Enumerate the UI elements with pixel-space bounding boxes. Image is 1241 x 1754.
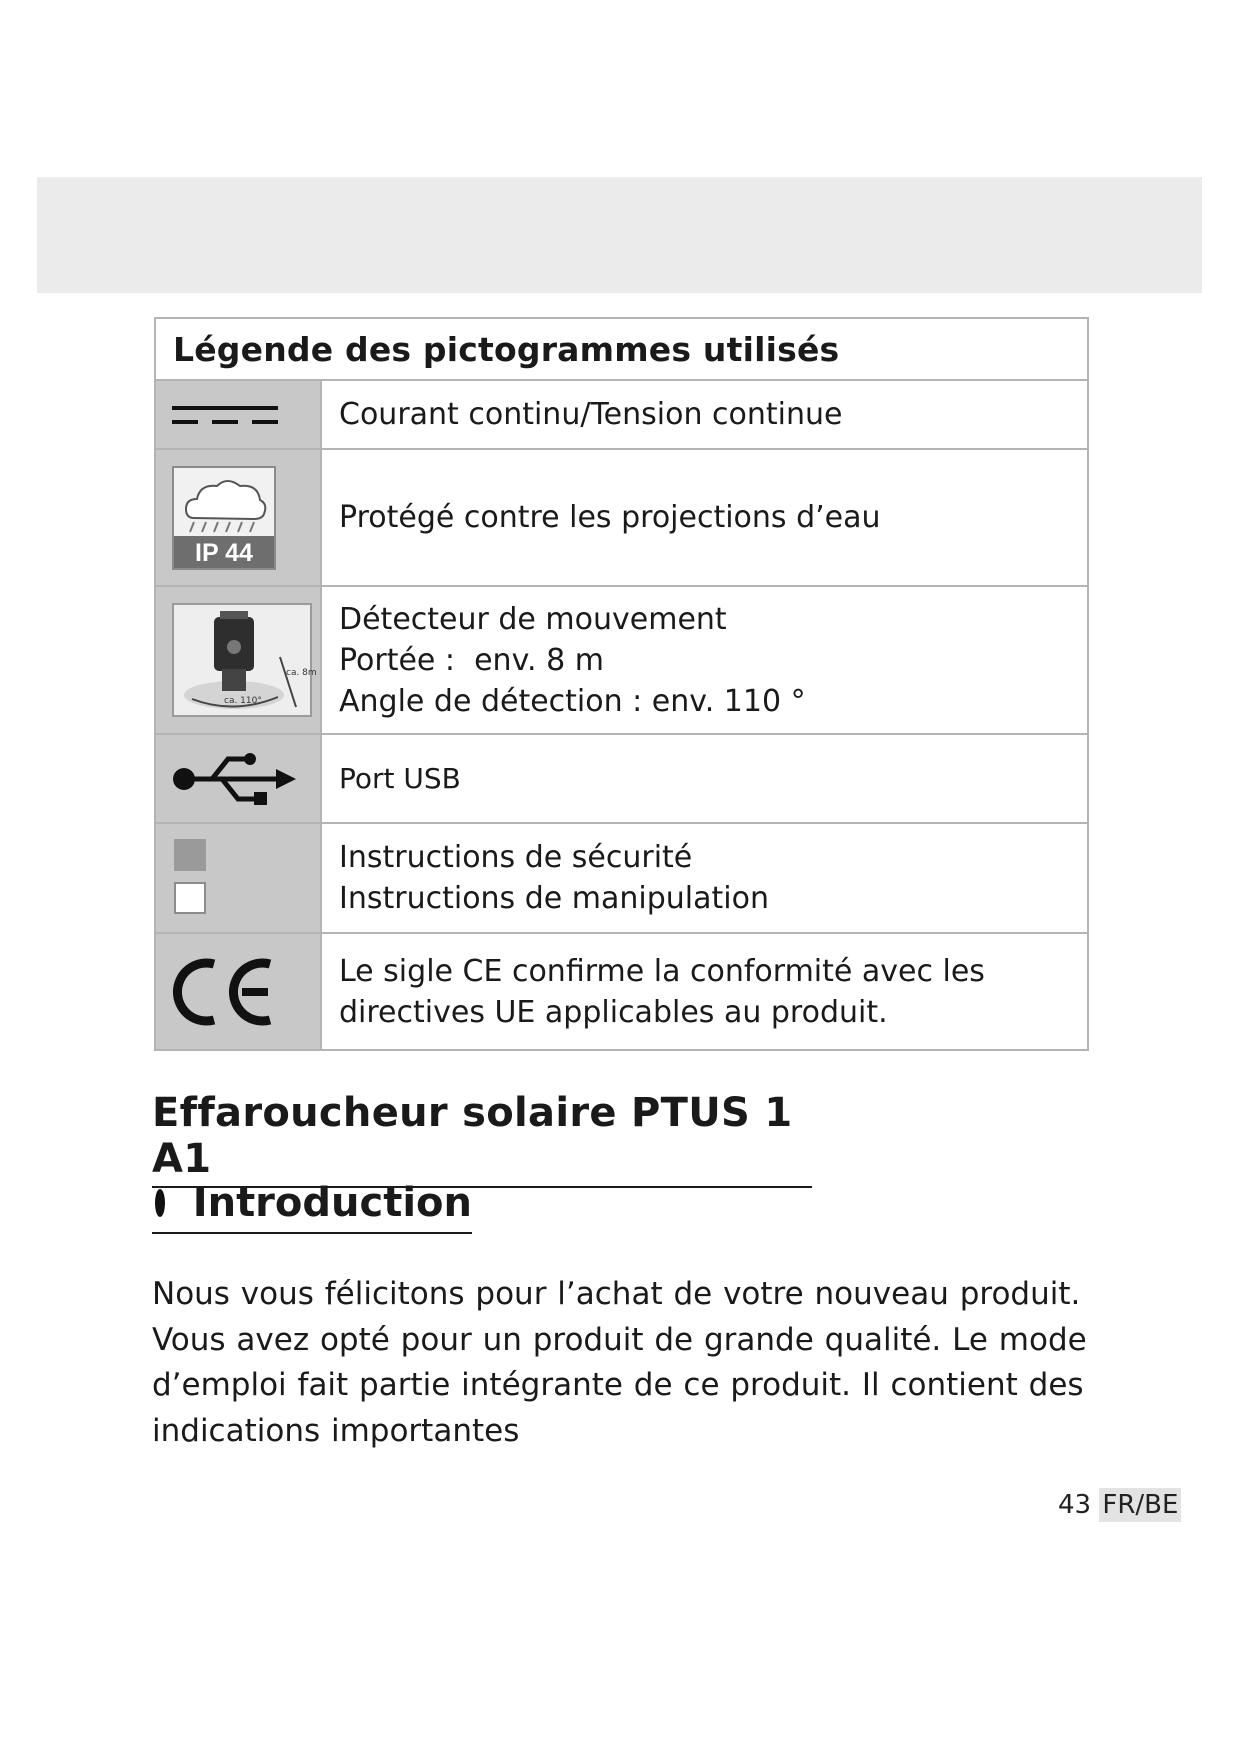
svg-text:ca. 8m: ca. 8m xyxy=(286,668,317,678)
legend-row xyxy=(156,381,1087,450)
legend-row xyxy=(156,934,1087,1049)
legend-text-line: Instructions de manipulation xyxy=(339,881,769,916)
page-number: 43 xyxy=(1058,1490,1092,1520)
safety-handling-squares-icon xyxy=(156,824,322,932)
ce-mark-icon xyxy=(156,934,322,1049)
legend-row xyxy=(156,735,1087,824)
legend-text-line: Instructions de sécurité xyxy=(339,840,693,875)
section-heading xyxy=(152,1180,472,1234)
legend-text-line: Protégé contre les projections d’eau xyxy=(339,500,881,535)
legend-title: Légende des pictogrammes utilisés xyxy=(156,319,1087,381)
legend-text-line: Portée : env. 8 m xyxy=(339,642,604,678)
legend-row xyxy=(156,824,1087,934)
legend-row xyxy=(156,587,1087,735)
bullet-icon xyxy=(155,1189,165,1217)
language-code: FR/BE xyxy=(1099,1488,1181,1522)
svg-text:IP 44: IP 44 xyxy=(195,538,253,567)
legend-text-line: Détecteur de mouvement xyxy=(339,601,727,637)
page-footer xyxy=(1058,1490,1181,1520)
legend-text-line: Angle de détection : env. 110 ° xyxy=(339,683,806,719)
section-heading-text: Introduction xyxy=(192,1180,472,1226)
legend-row xyxy=(156,450,1087,587)
dc-symbol-icon xyxy=(156,381,322,448)
legend-text-line: Courant continu/Tension continue xyxy=(339,397,843,432)
ip44-icon xyxy=(156,450,322,585)
svg-text:ca. 110°: ca. 110° xyxy=(224,696,262,706)
legend-text-line: directives UE applicables au produit. xyxy=(339,994,888,1030)
motion-detector-icon xyxy=(156,587,322,733)
usb-icon xyxy=(156,735,322,822)
legend-text-line: Le sigle CE confirme la conformité avec les xyxy=(339,953,985,989)
pictogram-legend-table xyxy=(154,317,1089,1051)
intro-paragraph: Nous vous félicitons pour l’achat de votre nouveau produit. Vous avez opté pour un produit de grande qualité. Le mode d’emploi fait partie intégrante de ce produit. Il contient des indications importantes xyxy=(152,1276,1087,1449)
legend-text-line: Port USB xyxy=(339,762,461,795)
document-title: Effaroucheur solaire PTUS 1 A1 xyxy=(152,1090,812,1188)
header-band xyxy=(37,177,1202,293)
